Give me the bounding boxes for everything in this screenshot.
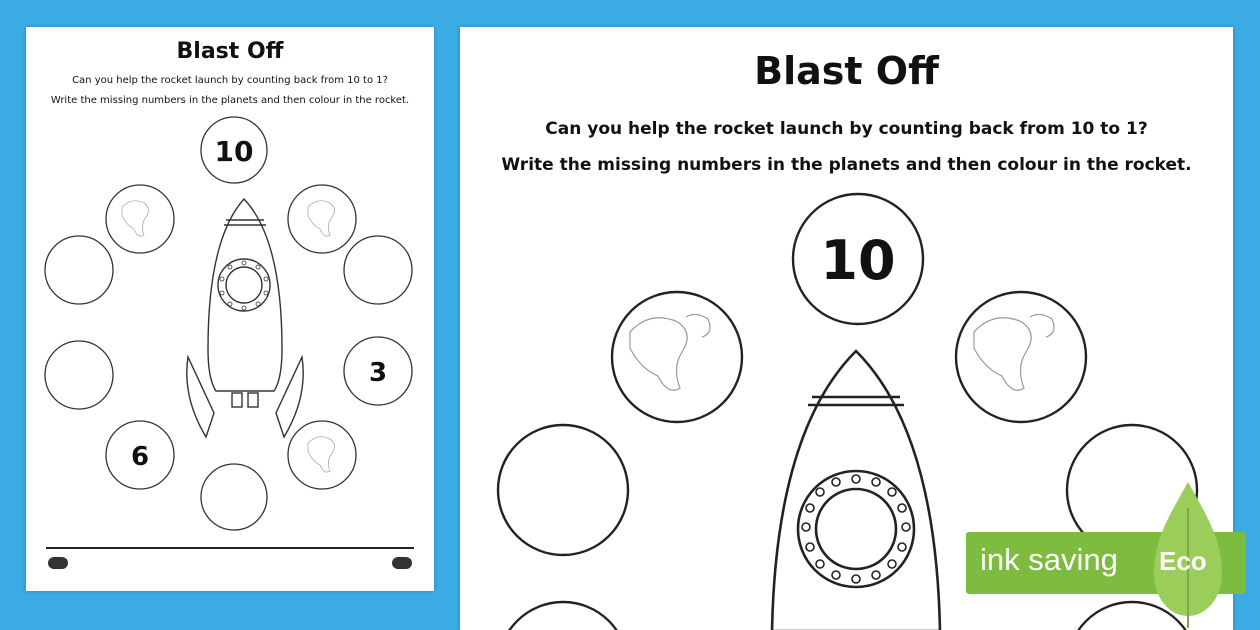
twinkl-logo-icon xyxy=(392,557,412,569)
ink-saving-label: ink saving xyxy=(980,542,1118,577)
planet-earth xyxy=(288,421,356,489)
worksheet-title: Blast Off xyxy=(176,39,284,64)
instruction-line-2: Write the missing numbers in the planets and then colour in the rocket. xyxy=(501,155,1192,175)
planet-earth xyxy=(956,292,1086,422)
instruction-line-1: Can you help the rocket launch by counting back from 10 to 1? xyxy=(72,75,388,86)
planet-circle xyxy=(45,236,113,304)
instruction-line-2: Write the missing numbers in the planets and then colour in the rocket. xyxy=(50,95,410,106)
eco-tag: Eco xyxy=(1159,546,1207,576)
planet-earth xyxy=(288,185,356,253)
planet-circle xyxy=(344,236,412,304)
planet-number-10: 10 xyxy=(214,135,254,168)
planet-earth xyxy=(612,292,742,422)
planet-circle xyxy=(201,464,267,530)
footer-rule xyxy=(46,547,414,549)
planet-number-10: 10 xyxy=(820,229,896,292)
instruction-line-1: Can you help the rocket launch by counting back from 10 to 1? xyxy=(545,119,1148,139)
worksheet-title: Blast Off xyxy=(754,49,939,93)
planet-circle xyxy=(45,341,113,409)
twinkl-logo-icon xyxy=(48,557,68,569)
worksheet-thumbnail[interactable] xyxy=(26,27,434,591)
planet-circle xyxy=(498,602,628,630)
planet-number-6: 6 xyxy=(130,442,150,472)
planet-earth xyxy=(106,185,174,253)
rocket-illustration xyxy=(26,27,434,591)
planet-number-3: 3 xyxy=(368,358,388,388)
planet-circle xyxy=(498,425,628,555)
